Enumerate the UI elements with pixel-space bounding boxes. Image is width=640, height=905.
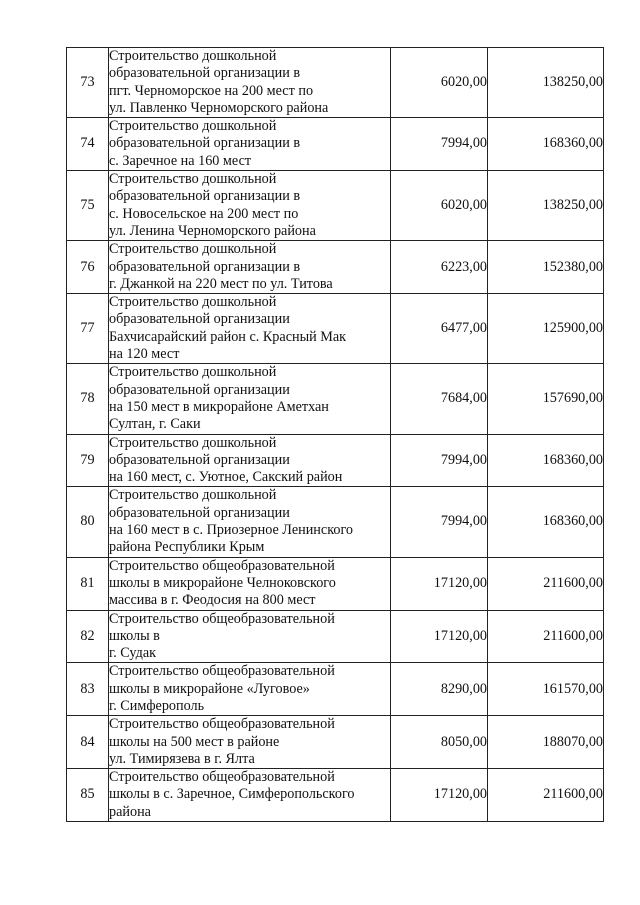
table-row	[67, 663, 604, 716]
row-number: 83	[67, 663, 109, 716]
value-column-2: 157690,00	[488, 364, 604, 434]
table-row	[67, 241, 604, 294]
value-column-2: 211600,00	[488, 769, 604, 822]
value-column-2: 138250,00	[488, 48, 604, 118]
value-column-2: 152380,00	[488, 241, 604, 294]
table-row	[67, 118, 604, 171]
value-column-1: 17120,00	[391, 557, 488, 610]
object-name: Строительство дошкольной образовательной организации на 160 мест в с. Приозерное Ленинского района Республики Крым	[109, 487, 391, 557]
value-column-1: 6020,00	[391, 48, 488, 118]
value-column-2: 125900,00	[488, 294, 604, 364]
table-row	[67, 294, 604, 364]
row-number: 75	[67, 171, 109, 241]
value-column-2: 138250,00	[488, 171, 604, 241]
object-name: Строительство дошкольной образовательной организации в г. Джанкой на 220 мест по ул. Титова	[109, 241, 391, 294]
row-number: 85	[67, 769, 109, 822]
table-row	[67, 610, 604, 663]
document-page	[66, 47, 603, 822]
object-name: Строительство дошкольной образовательной организации в пгт. Черноморское на 200 мест по ул. Павленко Черноморского района	[109, 48, 391, 118]
table-row	[67, 716, 604, 769]
table-row	[67, 434, 604, 487]
row-number: 78	[67, 364, 109, 434]
value-column-1: 8290,00	[391, 663, 488, 716]
table-row	[67, 487, 604, 557]
table-row	[67, 364, 604, 434]
table-row	[67, 48, 604, 118]
object-name: Строительство дошкольной образовательной организации на 150 мест в микрорайоне Аметхан Султан, г. Саки	[109, 364, 391, 434]
object-name: Строительство общеобразовательной школы на 500 мест в районе ул. Тимирязева в г. Ялта	[109, 716, 391, 769]
object-name: Строительство дошкольной образовательной организации в с. Новосельское на 200 мест по ул. Ленина Черноморского района	[109, 171, 391, 241]
object-name: Строительство дошкольной образовательной организации Бахчисарайский район с. Красный Мак на 120 мест	[109, 294, 391, 364]
table-row	[67, 557, 604, 610]
row-number: 79	[67, 434, 109, 487]
object-name: Строительство дошкольной образовательной организации на 160 мест, с. Уютное, Сакский район	[109, 434, 391, 487]
value-column-1: 7994,00	[391, 434, 488, 487]
value-column-2: 211600,00	[488, 557, 604, 610]
object-name: Строительство общеобразовательной школы в микрорайоне «Луговое» г. Симферополь	[109, 663, 391, 716]
table-row	[67, 171, 604, 241]
value-column-2: 168360,00	[488, 434, 604, 487]
row-number: 82	[67, 610, 109, 663]
value-column-2: 188070,00	[488, 716, 604, 769]
value-column-2: 161570,00	[488, 663, 604, 716]
value-column-2: 168360,00	[488, 118, 604, 171]
row-number: 76	[67, 241, 109, 294]
value-column-2: 211600,00	[488, 610, 604, 663]
table-row	[67, 769, 604, 822]
value-column-1: 6477,00	[391, 294, 488, 364]
value-column-1: 6020,00	[391, 171, 488, 241]
value-column-1: 17120,00	[391, 610, 488, 663]
table-body	[67, 48, 604, 822]
value-column-1: 7684,00	[391, 364, 488, 434]
construction-table	[66, 47, 604, 822]
row-number: 81	[67, 557, 109, 610]
row-number: 73	[67, 48, 109, 118]
row-number: 77	[67, 294, 109, 364]
value-column-1: 8050,00	[391, 716, 488, 769]
object-name: Строительство общеобразовательной школы в микрорайоне Челноковского массива в г. Феодосия на 800 мест	[109, 557, 391, 610]
object-name: Строительство общеобразовательной школы в с. Заречное, Симферопольского района	[109, 769, 391, 822]
value-column-1: 7994,00	[391, 118, 488, 171]
object-name: Строительство общеобразовательной школы в г. Судак	[109, 610, 391, 663]
row-number: 74	[67, 118, 109, 171]
value-column-1: 6223,00	[391, 241, 488, 294]
value-column-2: 168360,00	[488, 487, 604, 557]
row-number: 80	[67, 487, 109, 557]
row-number: 84	[67, 716, 109, 769]
value-column-1: 17120,00	[391, 769, 488, 822]
value-column-1: 7994,00	[391, 487, 488, 557]
object-name: Строительство дошкольной образовательной организации в с. Заречное на 160 мест	[109, 118, 391, 171]
